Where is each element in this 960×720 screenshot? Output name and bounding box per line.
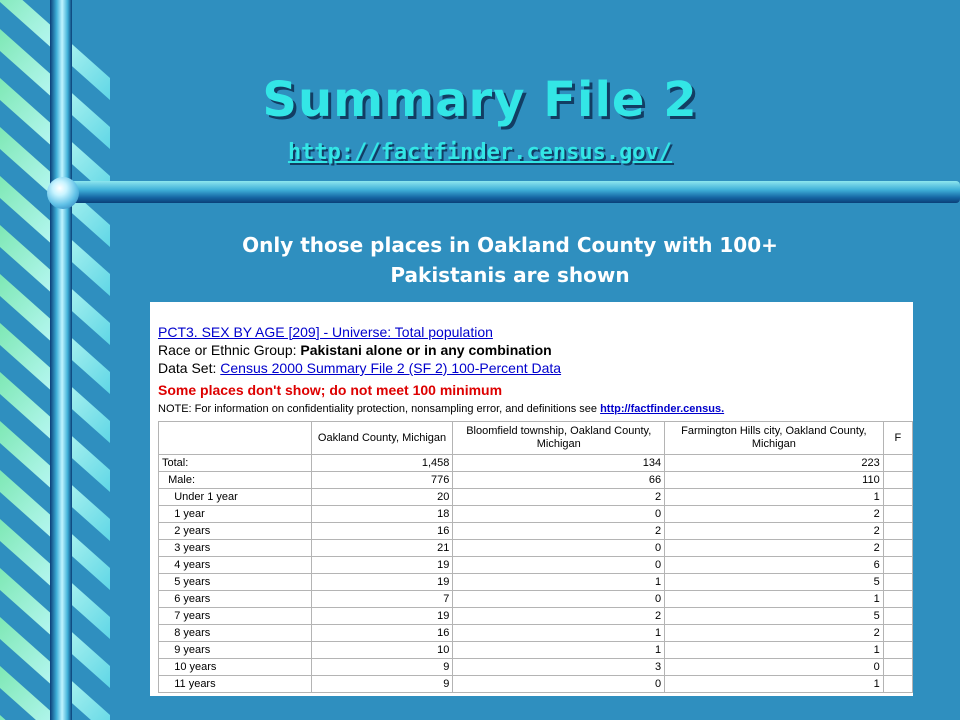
table-cell: 223 bbox=[665, 455, 884, 472]
table-cell: 0 bbox=[453, 557, 665, 574]
table-row bbox=[159, 455, 913, 472]
table-cell: 2 bbox=[453, 608, 665, 625]
table-cell: 2 bbox=[665, 625, 884, 642]
table-cell: 20 bbox=[311, 489, 453, 506]
row-label: 4 years bbox=[159, 557, 312, 574]
table-cell-cutoff bbox=[883, 489, 912, 506]
row-label: 9 years bbox=[159, 642, 312, 659]
table-row bbox=[159, 608, 913, 625]
table-row bbox=[159, 591, 913, 608]
table-cell: 1 bbox=[453, 574, 665, 591]
table-cell-cutoff bbox=[883, 506, 912, 523]
table-cell-cutoff bbox=[883, 591, 912, 608]
rule-knob bbox=[47, 177, 79, 209]
note-link[interactable]: http://factfinder.census. bbox=[600, 403, 725, 415]
table-cell-cutoff bbox=[883, 472, 912, 489]
table-cell: 3 bbox=[453, 659, 665, 676]
row-label: 6 years bbox=[159, 591, 312, 608]
table-cell: 0 bbox=[453, 591, 665, 608]
census-table bbox=[158, 421, 913, 693]
dataset-row bbox=[158, 360, 561, 376]
table-cell-cutoff bbox=[883, 540, 912, 557]
table-cell: 19 bbox=[311, 574, 453, 591]
race-value: Pakistani alone or in any combination bbox=[300, 342, 552, 358]
table-cell: 1 bbox=[665, 591, 884, 608]
table-cell-cutoff bbox=[883, 455, 912, 472]
table-cell-cutoff bbox=[883, 608, 912, 625]
table-cell: 2 bbox=[453, 523, 665, 540]
table-cell: 16 bbox=[311, 625, 453, 642]
table-cell-cutoff bbox=[883, 574, 912, 591]
row-label: 2 years bbox=[159, 523, 312, 540]
table-cell: 66 bbox=[453, 472, 665, 489]
row-label: Male: bbox=[159, 472, 312, 489]
row-label: 11 years bbox=[159, 676, 312, 693]
table-cell-cutoff bbox=[883, 557, 912, 574]
table-cell: 10 bbox=[311, 642, 453, 659]
table-cell: 0 bbox=[453, 540, 665, 557]
table-row bbox=[159, 523, 913, 540]
table-cell-cutoff bbox=[883, 625, 912, 642]
row-label: 7 years bbox=[159, 608, 312, 625]
row-label: Total: bbox=[159, 455, 312, 472]
table-cell: 19 bbox=[311, 557, 453, 574]
table-cell: 5 bbox=[665, 608, 884, 625]
table-cell: 5 bbox=[665, 574, 884, 591]
table-cell: 0 bbox=[453, 676, 665, 693]
table-cell: 1,458 bbox=[311, 455, 453, 472]
table-cell: 1 bbox=[665, 676, 884, 693]
census-screenshot bbox=[150, 302, 913, 696]
warning-text: Some places don't show; do not meet 100 minimum bbox=[158, 382, 503, 398]
table-cell: 776 bbox=[311, 472, 453, 489]
slide-title: Summary File 2 bbox=[262, 72, 698, 128]
table-row bbox=[159, 472, 913, 489]
table-cell: 1 bbox=[665, 489, 884, 506]
table-header-row bbox=[159, 422, 913, 455]
column-header: Bloomfield township, Oakland County, Michigan bbox=[453, 422, 665, 455]
column-header: F bbox=[883, 422, 912, 455]
dataset-label: Data Set: bbox=[158, 360, 221, 376]
table-title-link[interactable]: PCT3. SEX BY AGE [209] - Universe: Total population bbox=[158, 324, 493, 340]
table-row bbox=[159, 642, 913, 659]
table-cell: 19 bbox=[311, 608, 453, 625]
table-cell: 2 bbox=[453, 489, 665, 506]
table-cell-cutoff bbox=[883, 523, 912, 540]
table-cell: 16 bbox=[311, 523, 453, 540]
dataset-link[interactable]: Census 2000 Summary File 2 (SF 2) 100-Percent Data bbox=[220, 360, 562, 376]
table-cell: 6 bbox=[665, 557, 884, 574]
table-cell: 134 bbox=[453, 455, 665, 472]
table-cell: 0 bbox=[453, 506, 665, 523]
row-label: 10 years bbox=[159, 659, 312, 676]
race-label: Race or Ethnic Group: bbox=[158, 342, 301, 358]
table-cell: 110 bbox=[665, 472, 884, 489]
row-label: 8 years bbox=[159, 625, 312, 642]
note-text: NOTE: For information on confidentiality protection, nonsampling error, and definitions see bbox=[158, 403, 601, 415]
column-header: Oakland County, Michigan bbox=[311, 422, 453, 455]
row-label: 1 year bbox=[159, 506, 312, 523]
table-cell: 18 bbox=[311, 506, 453, 523]
column-header: Farmington Hills city, Oakland County, Michigan bbox=[665, 422, 884, 455]
note-row bbox=[158, 403, 724, 415]
table-cell: 2 bbox=[665, 506, 884, 523]
table-row bbox=[159, 676, 913, 693]
table-cell-cutoff bbox=[883, 642, 912, 659]
table-row bbox=[159, 506, 913, 523]
table-cell: 9 bbox=[311, 659, 453, 676]
row-label: 3 years bbox=[159, 540, 312, 557]
table-row bbox=[159, 557, 913, 574]
table-cell-cutoff bbox=[883, 676, 912, 693]
table-row bbox=[159, 659, 913, 676]
table-cell: 1 bbox=[665, 642, 884, 659]
table-cell: 0 bbox=[665, 659, 884, 676]
row-label: Under 1 year bbox=[159, 489, 312, 506]
table-cell-cutoff bbox=[883, 659, 912, 676]
table-cell: 2 bbox=[665, 523, 884, 540]
table-cell: 9 bbox=[311, 676, 453, 693]
table-cell: 7 bbox=[311, 591, 453, 608]
table-cell: 21 bbox=[311, 540, 453, 557]
row-label: 5 years bbox=[159, 574, 312, 591]
slide-caption bbox=[180, 230, 840, 290]
table-row bbox=[159, 540, 913, 557]
table-cell: 2 bbox=[665, 540, 884, 557]
table-cell: 1 bbox=[453, 625, 665, 642]
table-cell: 1 bbox=[453, 642, 665, 659]
table-row bbox=[159, 574, 913, 591]
factfinder-link[interactable]: http://factfinder.census.gov/ bbox=[287, 140, 673, 165]
table-row bbox=[159, 489, 913, 506]
table-row bbox=[159, 625, 913, 642]
horizontal-rule bbox=[60, 181, 960, 203]
column-header bbox=[159, 422, 312, 455]
caption-line-1: Only those places in Oakland County with 100+ bbox=[242, 233, 778, 257]
caption-line-2: Pakistanis are shown bbox=[390, 263, 630, 287]
race-row bbox=[158, 342, 552, 358]
